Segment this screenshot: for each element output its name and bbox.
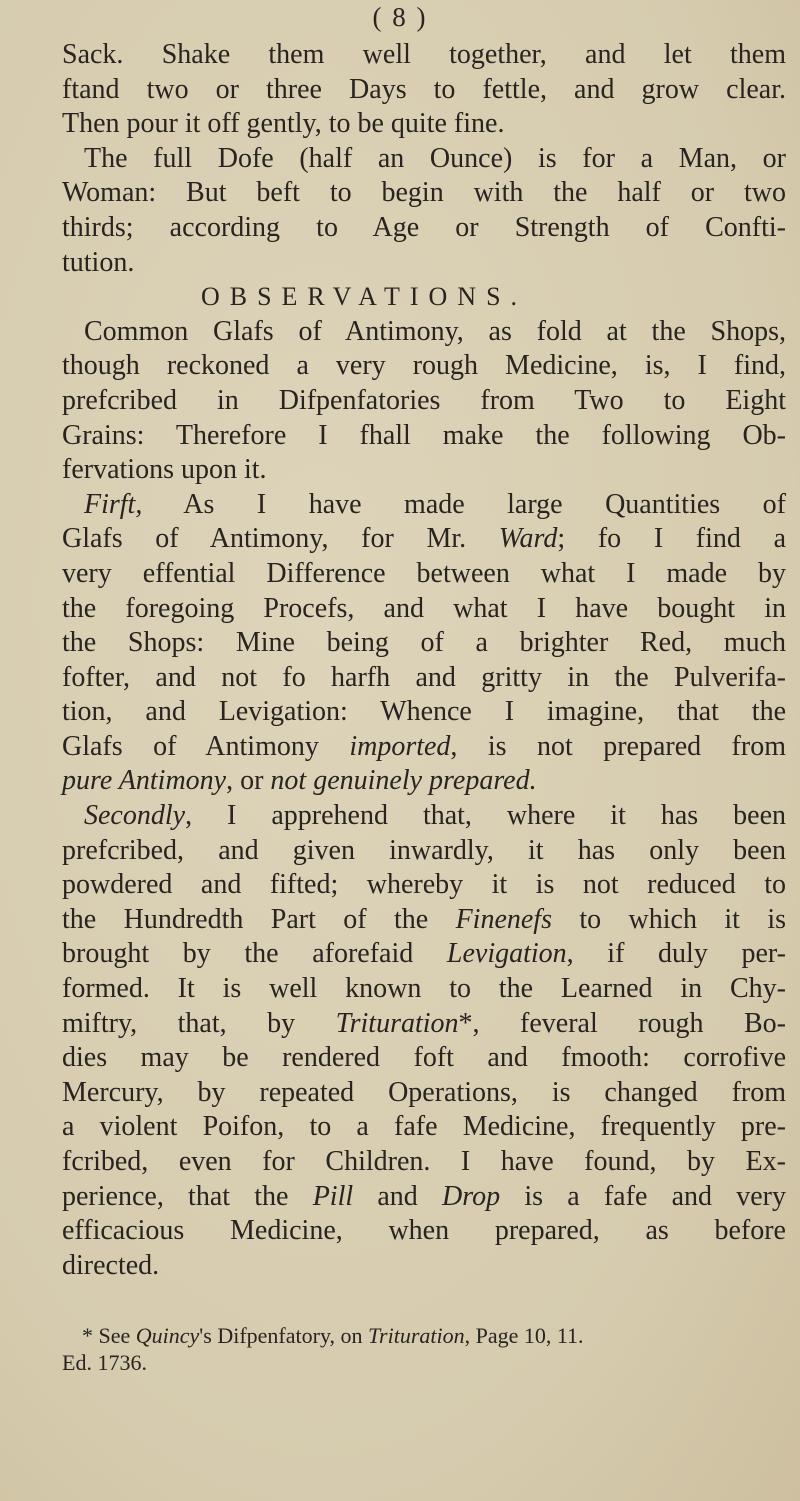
text-segment: tion, and Levigation: Whence I imagine, that the [62,696,786,728]
text-segment: dies may be rendered foft and fmooth: corrofive [62,1042,786,1074]
footnote-edition: Ed. 1736. [62,1350,147,1375]
footnote [62,1322,786,1376]
section-heading [62,280,786,315]
text-segment: powdered and fifted; whereby it is not reduced to [62,869,786,901]
text-segment: very effential Difference between what I made by [62,557,786,589]
text-segment: prefcribed in Difpenfatories from Two to Eight [62,384,786,416]
text-segment: the Shops: Mine being of a brighter Red, much [62,627,786,659]
text-line [62,107,786,142]
text-line [62,903,786,938]
page-number: ( 8 ) [372,2,428,32]
text-line [62,384,786,419]
footnote-segment: , Page 10, 11. [464,1323,584,1348]
text-segment: , is not prepared from [450,730,786,762]
text-line [62,1214,786,1249]
text-line [62,1041,786,1076]
text-line [62,453,786,488]
text-segment: formed. It is well known to the Learned in Chy- [62,973,786,1005]
text-line [62,1180,786,1215]
text-segment: *, feveral rough Bo- [458,1007,786,1039]
italic-text: pure Antimony [62,765,227,797]
text-segment: Glafs of Antimony [62,730,350,762]
text-segment: ; fo I find a [557,523,786,555]
text-segment: fcribed, even for Children. I have found, by Ex- [62,1146,786,1177]
italic-text: not genuinely prepared. [270,765,537,797]
text-segment: , or [226,765,271,797]
text-segment: efficacious Medicine, when prepared, as before [62,1215,786,1247]
text-line [62,1076,786,1111]
italic-text: Drop [442,1180,501,1212]
text-segment: prefcribed, and given inwardly, it has only been [62,834,786,866]
text-line [62,937,786,972]
text-line [62,764,786,799]
text-line [62,211,786,246]
text-segment: and [353,1180,443,1212]
text-segment: As I have made large Quantities of [142,488,786,520]
text-segment: Glafs of Antimony, for Mr. [62,523,499,555]
text-line [62,661,786,696]
text-segment: miftry, that, by [62,1007,336,1039]
text-segment: the foregoing Procefs, and what I have bought in [62,592,786,624]
footnote-segment: Trituration [368,1323,465,1348]
italic-text: Firft, [84,488,143,520]
text-line [62,522,786,557]
text-segment: Woman: But beft to begin with the half or two [62,177,786,209]
footnote-line [62,1322,786,1349]
text-line [62,488,786,523]
italic-text: Secondly [84,800,186,832]
text-segment: The full Dofe (half an Ounce) is for a Man, or [84,142,786,174]
text-segment: , I apprehend that, where it has been [185,800,786,832]
text-line [62,868,786,903]
text-segment: brought by the aforefaid [62,938,447,970]
text-line [62,557,786,592]
text-line [62,730,786,765]
text-line [62,142,786,177]
text-line [62,315,786,350]
text-segment: Mercury, by repeated Operations, is changed from [62,1076,786,1108]
italic-text: Levigation [446,938,567,970]
text-segment: a violent Poifon, to a fafe Medicine, frequently pre- [62,1111,786,1143]
text-line [62,1249,786,1284]
text-segment: thirds; according to Age or Strength of Confti- [62,211,786,243]
text-line [62,972,786,1007]
text-line [62,626,786,661]
text-line [62,799,786,834]
italic-text: imported [349,730,451,762]
text-line [62,246,786,281]
text-segment: OBSERVATIONS. [200,282,528,312]
body-text [62,38,786,1283]
text-segment: though reckoned a very rough Medicine, is, I find, [62,350,786,382]
text-segment: tution. [62,246,135,278]
italic-text: Ward [498,523,558,555]
text-segment: perience, that the [62,1180,313,1212]
text-segment: Grains: Therefore I fhall make the following Ob- [62,419,786,451]
text-segment: Common Glafs of Antimony, as fold at the Shops, [84,315,786,347]
text-line [62,419,786,454]
text-line [62,38,786,73]
text-segment: Sack. Shake them well together, and let them [62,39,786,70]
text-line [62,695,786,730]
text-segment: is a fafe and very [500,1180,786,1212]
footnote-segment: * See [82,1323,136,1348]
text-line [62,834,786,869]
text-segment: fervations upon it. [62,454,267,486]
text-segment: the Hundredth Part of the [62,903,456,935]
text-segment: directed. [62,1249,160,1281]
text-line [62,592,786,627]
text-segment: Then pour it off gently, to be quite fine. [62,108,505,140]
text-line [62,1110,786,1145]
footnote-segment: Quincy [135,1323,200,1348]
text-line [62,1007,786,1042]
text-segment: , if duly per- [566,938,786,970]
text-line [62,1145,786,1180]
italic-text: Finenefs [455,903,552,935]
text-segment: to which it is [551,903,786,935]
text-segment: ftand two or three Days to fettle, and grow clear. [62,73,786,105]
text-line [62,349,786,384]
italic-text: Trituration [335,1007,459,1039]
footnote-segment: 's Difpenfatory, on [199,1323,369,1348]
text-line [62,73,786,108]
italic-text: Pill [312,1180,354,1212]
text-segment: fofter, and not fo harfh and gritty in the Pulverifa- [62,661,786,693]
text-line [62,176,786,211]
